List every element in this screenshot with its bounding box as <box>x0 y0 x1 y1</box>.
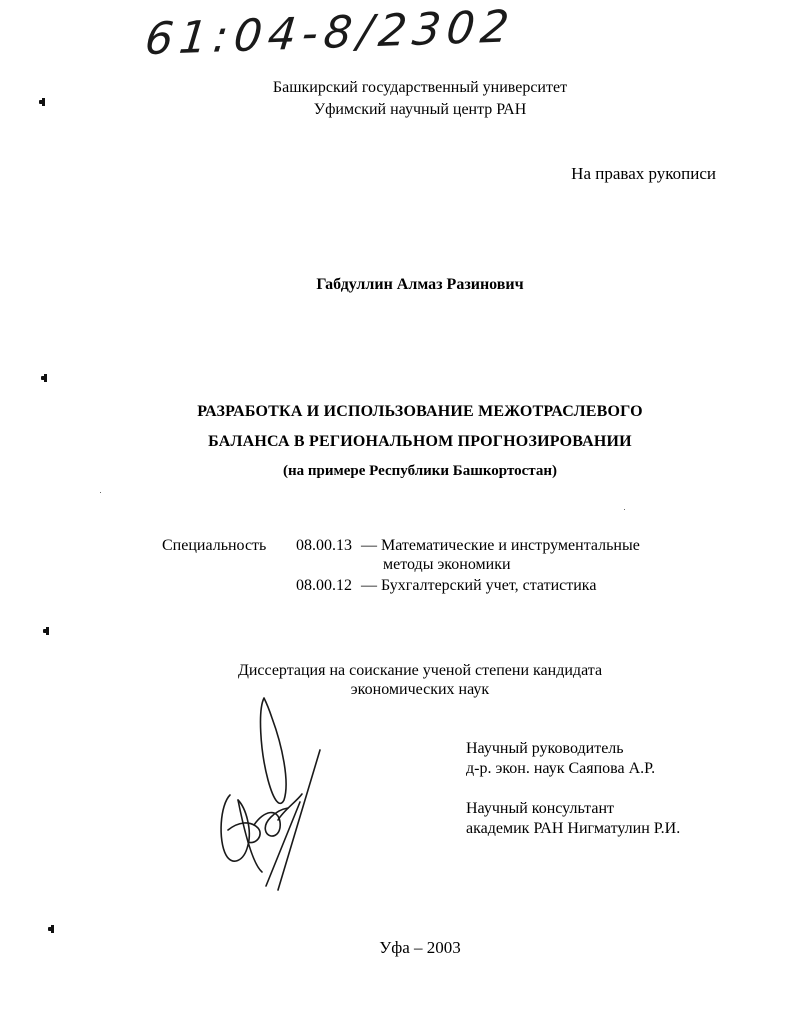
scan-mark <box>38 98 48 106</box>
research-center-name: Уфимский научный центр РАН <box>313 101 527 118</box>
place-and-year: Уфа – 2003 <box>379 938 461 957</box>
specialty-label: Специальность <box>162 537 267 554</box>
supervisor-role: Научный руководитель <box>466 740 624 757</box>
title-subtitle: (на примере Республики Башкортостан) <box>283 463 557 479</box>
manuscript-note: На правах рукописи <box>571 164 716 183</box>
archive-number: 61:04-8/2302 <box>142 1 518 66</box>
title-line-1: РАЗРАБОТКА И ИСПОЛЬЗОВАНИЕ МЕЖОТРАСЛЕВОГО <box>197 403 643 420</box>
consultant-name: академик РАН Нигматулин Р.И. <box>466 820 681 837</box>
scan-mark <box>47 925 57 933</box>
dissertation-line-1: Диссертация на соискание ученой степени кандидата <box>237 662 603 679</box>
consultant-role: Научный консультант <box>466 800 614 817</box>
signature-icon <box>218 690 333 900</box>
author-name: Габдуллин Алмаз Разинович <box>316 276 524 293</box>
university-name: Башкирский государственный университет <box>272 79 568 96</box>
specialty-code-1: 08.00.13 <box>296 537 352 554</box>
scan-speck <box>624 509 625 510</box>
specialty-code-2: 08.00.12 <box>296 577 352 594</box>
scan-speck <box>100 492 101 493</box>
specialty-desc-2: — Бухгалтерский учет, статистика <box>361 577 597 594</box>
scan-mark <box>42 627 52 635</box>
specialty-desc-1-line-2: методы экономики <box>383 556 511 573</box>
dissertation-line-2: экономических наук <box>350 681 490 698</box>
specialty-desc-1-line-1: — Математические и инструментальные <box>361 537 640 554</box>
title-line-2: БАЛАНСА В РЕГИОНАЛЬНОМ ПРОГНОЗИРОВАНИИ <box>208 433 632 450</box>
supervisor-name: д-р. экон. наук Саяпова А.Р. <box>466 760 656 777</box>
scan-mark <box>40 374 50 382</box>
